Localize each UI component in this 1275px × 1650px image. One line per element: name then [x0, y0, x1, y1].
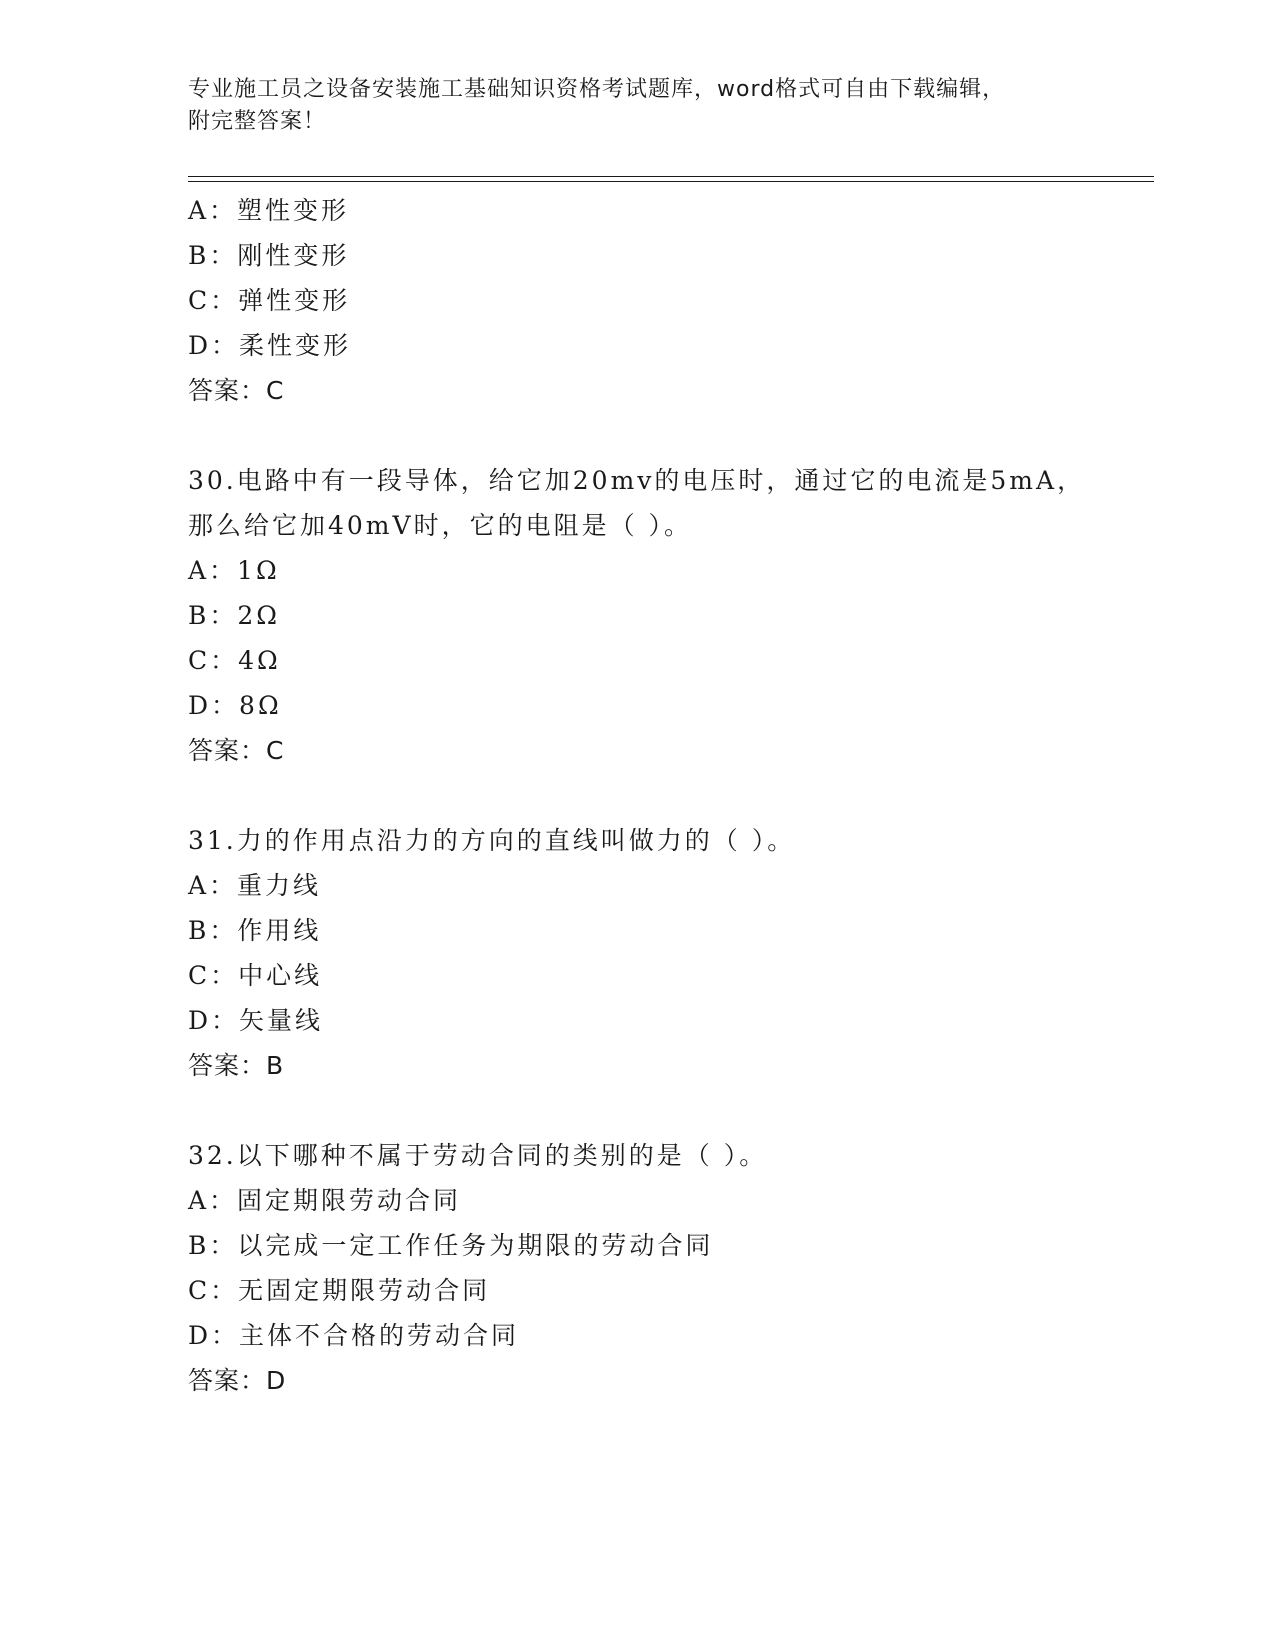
question-32-answer: 答案：D [188, 1366, 287, 1395]
question-31-text: 31.力的作用点沿力的方向的直线叫做力的（ ）。 [188, 826, 796, 855]
question-30-option-d: D：8Ω [188, 691, 282, 720]
question-30-text: 30.电路中有一段导体，给它加20mv的电压时，通过它的电流是5mA，那么给它加40mV时，它的电阻是（ ）。 [188, 466, 1086, 540]
question-list [188, 188, 1108, 1403]
question-32-text: 32.以下哪种不属于劳动合同的类别的是（ ）。 [188, 1141, 768, 1170]
question-32-option-c: C：无固定期限劳动合同 [188, 1276, 491, 1305]
question-29-option-b: B：刚性变形 [188, 241, 350, 270]
question-31-option-b: B：作用线 [188, 916, 322, 945]
question-29-option-d: D：柔性变形 [188, 331, 352, 360]
question-30-option-b: B：2Ω [188, 601, 281, 630]
header-line-1: 专业施工员之设备安装施工基础知识资格考试题库，word格式可自由下载编辑， [188, 77, 1006, 102]
question-29-block [188, 188, 1108, 413]
question-29-option-c: C：弹性变形 [188, 286, 351, 315]
question-29-answer: 答案：C [188, 376, 285, 405]
question-32-option-b: B：以完成一定工作任务为期限的劳动合同 [188, 1231, 714, 1260]
header-divider-bottom [188, 181, 1154, 182]
question-31-answer: 答案：B [188, 1051, 285, 1080]
document-header [188, 74, 1088, 138]
question-29-option-a: A：塑性变形 [188, 196, 350, 225]
question-30-answer: 答案：C [188, 736, 285, 765]
question-32-block [188, 1133, 1108, 1403]
question-31-block [188, 818, 1108, 1088]
question-31-option-a: A：重力线 [188, 871, 322, 900]
question-30-option-a: A：1Ω [188, 556, 280, 585]
header-divider-top [188, 176, 1154, 177]
question-32-option-d: D：主体不合格的劳动合同 [188, 1321, 520, 1350]
question-32-option-a: A：固定期限劳动合同 [188, 1186, 462, 1215]
header-line-2: 附完整答案！ [188, 109, 327, 134]
question-30-option-c: C：4Ω [188, 646, 281, 675]
question-31-option-d: D：矢量线 [188, 1006, 324, 1035]
question-31-option-c: C：中心线 [188, 961, 323, 990]
question-30-block [188, 458, 1108, 773]
